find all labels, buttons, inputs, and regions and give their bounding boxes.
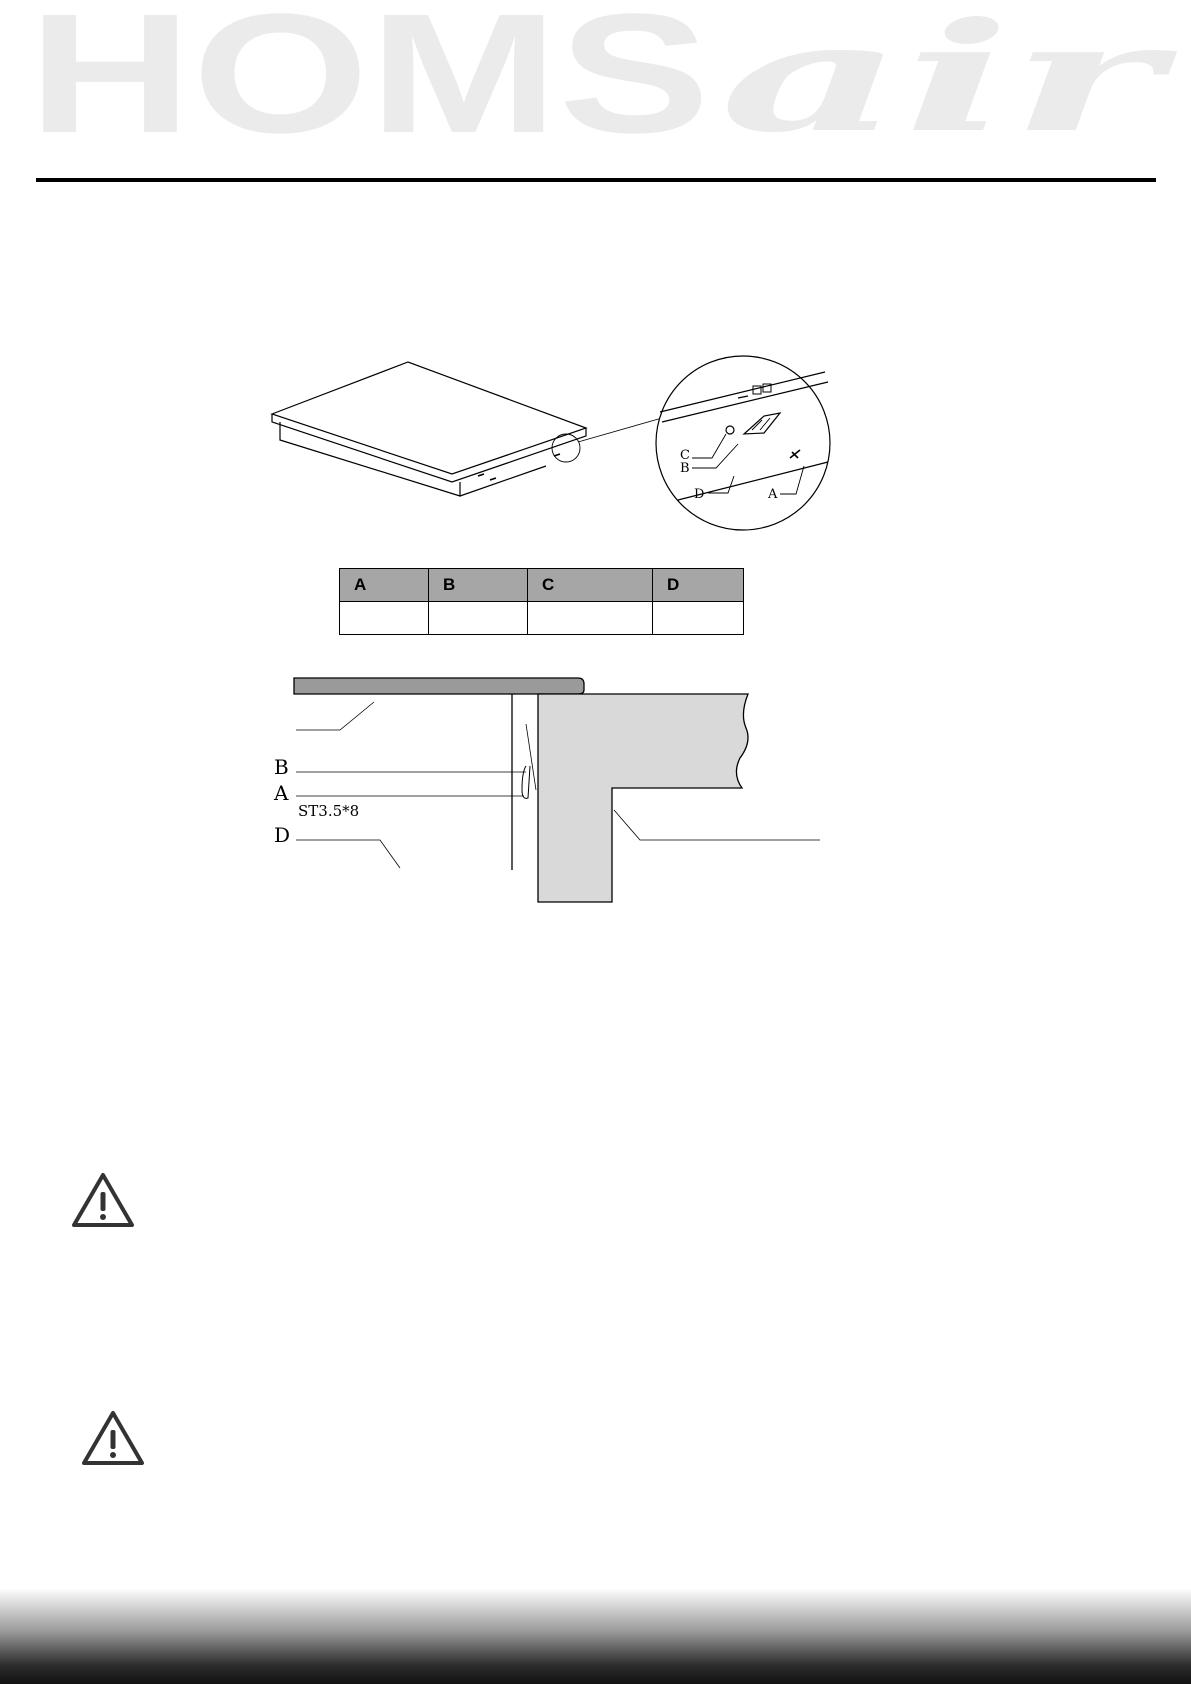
hob-mounting-diagram (260, 348, 850, 538)
header-rule (36, 178, 1156, 182)
parts-table-value-b (429, 602, 528, 635)
parts-table-header-d: D (653, 569, 744, 602)
parts-table-header-a: A (340, 569, 429, 602)
parts-table-header-c: C (528, 569, 653, 602)
parts-table-value-c (528, 602, 653, 635)
callout-c: C (680, 448, 690, 463)
cross-section-diagram (270, 670, 830, 910)
parts-table (339, 568, 744, 635)
section-label-a: A (274, 781, 289, 805)
parts-table-value-row (340, 602, 744, 635)
brand-logo-script: air (720, 0, 1179, 166)
footer-bar (0, 1588, 1191, 1684)
brand-logo-text: HOMS (28, 0, 710, 169)
callout-a: A (768, 487, 778, 502)
section-label-d: D (274, 823, 291, 847)
parts-table-value-d (653, 602, 744, 635)
section-label-b: B (274, 755, 289, 779)
callout-d: D (694, 487, 705, 502)
warning-triangle-icon (70, 1170, 136, 1230)
brand-logo (0, 0, 1191, 180)
screw-spec-label: ST3.5*8 (298, 802, 360, 820)
warning-triangle-icon (80, 1408, 146, 1468)
parts-table-header-row (340, 569, 744, 602)
parts-table-header-b: B (429, 569, 528, 602)
parts-table-value-a (340, 602, 429, 635)
callout-b: B (680, 461, 690, 476)
